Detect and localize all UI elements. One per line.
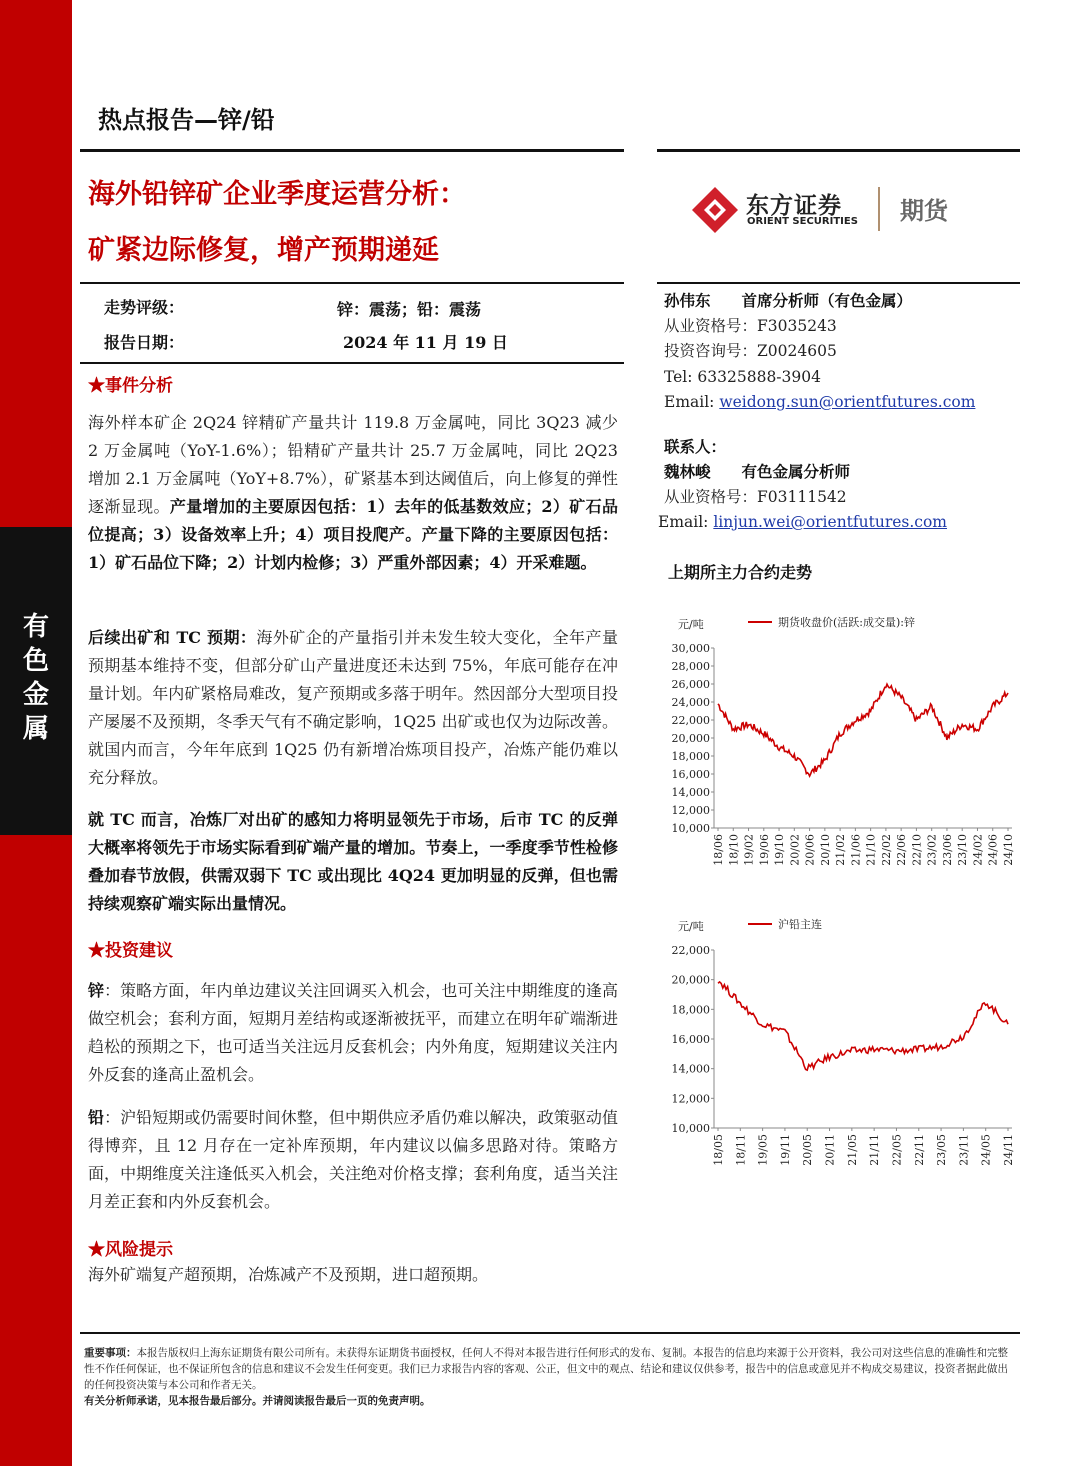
headline-line-1: 海外铅锌矿企业季度运营分析：: [88, 179, 466, 210]
x-tick-label: 22/02: [879, 834, 893, 866]
y-tick-label: 18,000: [671, 1003, 710, 1017]
x-tick-label: 22/10: [910, 834, 924, 866]
rating-label: 走势评级：: [104, 298, 185, 317]
company-logo: [690, 185, 1020, 235]
x-tick-label: 21/10: [864, 834, 878, 866]
y-tick-label: 24,000: [671, 696, 710, 709]
y-tick-label: 16,000: [671, 768, 710, 781]
contact-email-link[interactable]: linjun.wei@orientfutures.com: [713, 513, 948, 531]
report-type: 热点报告—锌/铅: [98, 106, 275, 134]
contact-email-row: Email: linjun.wei@orientfutures.com: [658, 513, 948, 531]
analyst-name-title: 孙伟东 首席分析师（有色金属）: [664, 291, 913, 310]
zinc-futures-chart: [660, 608, 1030, 883]
analyst-consult: 投资咨询号：Z0024605: [664, 342, 837, 360]
event-paragraph-1: 海外样本矿企 2Q24 锌精矿产量共计 119.8 万金属吨，同比 3Q23 减少 2 万金属吨（YoY-1.6%）；铅精矿产量共计 25.7 万金属吨，同比 2Q23 增加 2.1 万金属吨（YoY+8.7%），矿紧基本到达阈值后，向上修复的弹性逐渐显现。产量增加的主要原因包括：1）去年的低基数效应；2）矿石品位提高；3）设备效率上升；4）项目投爬产。产量下降的主要原因包括：1）矿石品位下降；2）计划内检修；3）严重外部因素；4）开采难题。: [88, 413, 618, 572]
analyst-info: [658, 288, 1024, 536]
y-tick-label: 20,000: [671, 973, 710, 987]
risk-heading: ★风险提示: [88, 1240, 173, 1260]
logo-division: 期货: [900, 197, 948, 225]
legend-label: 沪铅主连: [778, 918, 822, 931]
y-tick-label: 26,000: [671, 678, 710, 691]
series-line: [718, 982, 1008, 1070]
headline-line-2: 矿紧边际修复，增产预期递延: [88, 235, 439, 266]
y-tick-label: 28,000: [671, 660, 710, 673]
y-tick-label: 12,000: [671, 1092, 710, 1106]
side-category-label: 有 色 金 属: [22, 612, 49, 744]
x-tick-label: 18/11: [734, 1134, 748, 1166]
y-tick-label: 12,000: [671, 804, 710, 817]
x-tick-label: 20/02: [788, 834, 802, 866]
x-tick-label: 20/06: [803, 834, 817, 866]
x-tick-label: 19/05: [756, 1134, 770, 1166]
analyst-email-link[interactable]: weidong.sun@orientfutures.com: [719, 393, 976, 411]
rating-value: 锌：震荡；铅：震荡: [337, 300, 482, 319]
date-label: 报告日期：: [104, 333, 185, 352]
x-tick-label: 18/05: [712, 1134, 725, 1166]
y-tick-label: 22,000: [671, 944, 710, 957]
x-tick-label: 20/05: [801, 1134, 815, 1166]
x-tick-label: 22/05: [890, 1134, 904, 1166]
x-tick-label: 21/05: [845, 1134, 859, 1166]
x-tick-label: 20/11: [823, 1134, 837, 1166]
meta-rule-bottom: [80, 362, 624, 364]
y-tick-label: 18,000: [671, 750, 710, 763]
x-tick-label: 23/05: [935, 1134, 949, 1166]
x-tick-label: 24/02: [971, 834, 985, 866]
disclaimer-rule: [80, 1332, 1020, 1334]
investment-lead: 铅：沪铅短期或仍需要时间休整，但中期供应矛盾仍难以解决，政策驱动值得博弈，且 12 月存在一定补库预期，年内建议以偏多思路对待。策略方面，中期维度关注逢低买入机会，关注绝对价格支撑；套利角度，适当关注月差正套和内外反套机会。: [88, 1108, 618, 1211]
investment-zinc: 锌：策略方面，年内单边建议关注回调买入机会，也可关注中期维度的逢高做空机会；套利方面，短期月差结构或逐渐被抚平，而建立在明年矿端渐进趋松的预期之下，也可适当关注远月反套机会；内外角度，短期建议关注内外反套的逢高止盈机会。: [88, 981, 618, 1084]
y-tick-label: 22,000: [671, 714, 710, 727]
x-tick-label: 24/10: [1002, 834, 1015, 866]
x-tick-label: 21/02: [834, 834, 848, 866]
header-rule-right: [657, 149, 1020, 152]
x-tick-label: 21/11: [868, 1134, 882, 1166]
y-tick-label: 14,000: [671, 1062, 710, 1076]
y-tick-label: 30,000: [671, 642, 710, 655]
series-line: [718, 684, 1008, 776]
x-tick-label: 24/11: [1002, 1134, 1015, 1166]
contact-name-title: 魏林峻 有色金属分析师: [664, 462, 851, 481]
x-tick-label: 18/10: [727, 834, 741, 866]
logo-subtitle: ORIENT SECURITIES: [747, 216, 858, 227]
event-analysis-heading: ★事件分析: [88, 376, 173, 396]
legend-label: 期货收盘价(活跃:成交量):锌: [778, 616, 915, 629]
x-tick-label: 21/06: [849, 834, 863, 866]
event-paragraph-3: 就 TC 而言，冶炼厂对出矿的感知力将明显领先于市场，后市 TC 的反弹大概率将领先于市场实际看到矿端产量的增加。节奏上，一季度季节性检修叠加春节放假，供需双弱下 TC 或出现比 4Q24 更加明显的反弹，但也需持续观察矿端实际出量情况。: [88, 810, 618, 913]
x-tick-label: 20/10: [818, 834, 832, 866]
lead-futures-chart: [660, 910, 1030, 1170]
logo-name: 东方证券: [746, 193, 842, 219]
date-value: 2024 年 11 月 19 日: [343, 333, 508, 352]
x-tick-label: 19/11: [778, 1134, 792, 1166]
contact-cert: 从业资格号：F03111542: [664, 487, 847, 506]
meta-rule-top: [80, 282, 624, 284]
logo-divider: [878, 187, 880, 231]
y-tick-label: 14,000: [671, 786, 710, 799]
y-unit-label: 元/吨: [678, 618, 704, 631]
investment-heading: ★投资建议: [88, 941, 173, 961]
disclaimer: 重要事项：本报告版权归上海东证期货有限公司所有。未获得东证期货书面授权，任何人不得对本报告进行任何形式的发布、复制。本报告的信息均来源于公开资料，我公司对这些信息的准确性和完整性不作任何保证，也不保证所包含的信息和建议不会发生任何变更。我们已力求报告内容的客观、公正，但文中的观点、结论和建议仅供参考，报告中的信息或意见并不构成交易建议，投资者据此做出的任何投资决策与本公司和作者无关。 有关分析师承诺，见本报告最后部分。并请阅读报告最后一页的免责声明。: [84, 1347, 1008, 1407]
y-tick-label: 10,000: [671, 822, 710, 835]
x-tick-label: 19/10: [773, 834, 787, 866]
x-tick-label: 23/11: [957, 1134, 971, 1166]
x-tick-label: 18/06: [712, 834, 725, 866]
logo-mark-icon: [690, 185, 740, 235]
risk-text: 海外矿端复产超预期，冶炼减产不及预期，进口超预期。: [88, 1265, 489, 1284]
y-tick-label: 16,000: [671, 1033, 710, 1046]
analyst-tel: Tel: 63325888-3904: [664, 367, 821, 386]
x-tick-label: 22/11: [912, 1134, 926, 1166]
x-tick-label: 22/06: [895, 834, 909, 866]
y-tick-label: 20,000: [671, 732, 710, 745]
event-paragraph-2: 后续出矿和 TC 预期：海外矿企的产量指引并未发生较大变化，全年产量预期基本维持不变，但部分矿山产量进度还未达到 75%，年底可能存在冲量计划。年内矿紧格局难改，复产预期或多落于明年。然因部分大型项目投产屡屡不及预期，冬季天气有不确定影响，1Q25 出矿或也仅为边际改善。就国内而言，今年年底到 1Q25 仍有新增冶炼项目投产，冶炼产能仍难以充分释放。: [88, 628, 618, 787]
x-tick-label: 23/06: [940, 834, 954, 866]
header-rule-left: [80, 149, 624, 152]
y-tick-label: 10,000: [671, 1122, 710, 1135]
analyst-cert: 从业资格号：F3035243: [664, 316, 837, 335]
analyst-rule-top: [657, 282, 1020, 284]
x-tick-label: 23/02: [925, 834, 939, 866]
y-unit-label: 元/吨: [678, 920, 704, 933]
chart-section-title: 上期所主力合约走势: [668, 563, 813, 582]
x-tick-label: 24/06: [986, 834, 1000, 866]
x-tick-label: 19/02: [742, 834, 756, 866]
x-tick-label: 19/06: [757, 834, 771, 866]
contact-label: 联系人：: [664, 436, 727, 456]
x-tick-label: 23/10: [956, 834, 970, 866]
analyst-email-row: Email: weidong.sun@orientfutures.com: [664, 393, 976, 411]
x-tick-label: 24/05: [979, 1134, 993, 1166]
